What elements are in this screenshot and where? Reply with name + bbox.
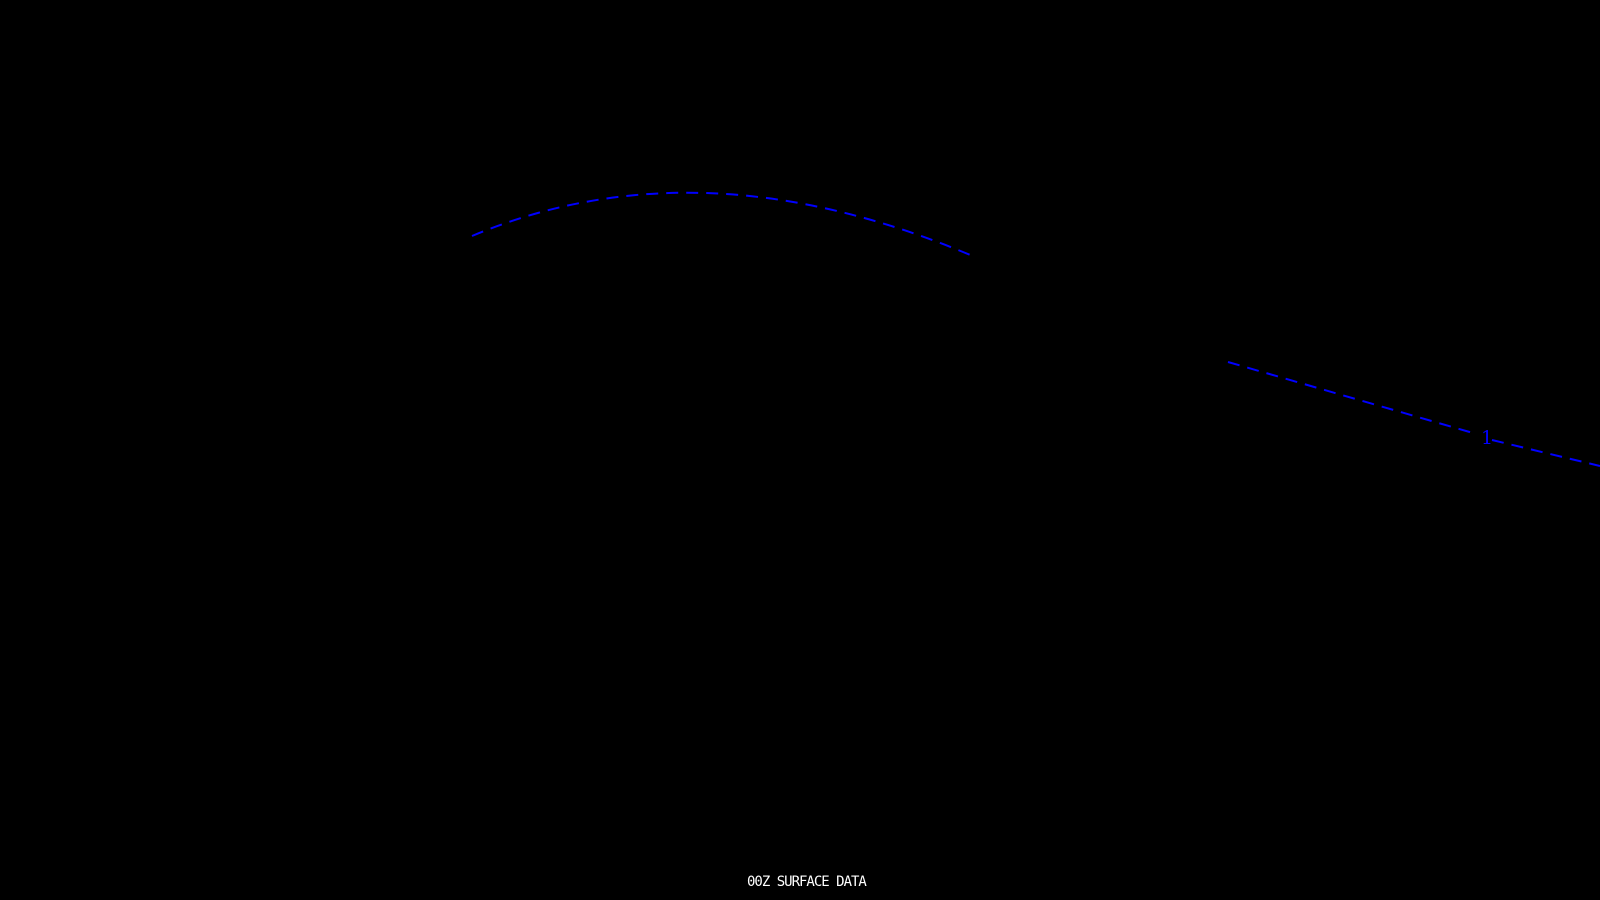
map-caption: 00Z SURFACE DATA (747, 874, 866, 890)
contour-arc-upper (472, 193, 975, 257)
contour-label: 1 (1481, 427, 1494, 449)
contour-line-lower-left-of-label (1228, 362, 1473, 433)
contour-line-lower-right-of-label (1492, 440, 1600, 466)
